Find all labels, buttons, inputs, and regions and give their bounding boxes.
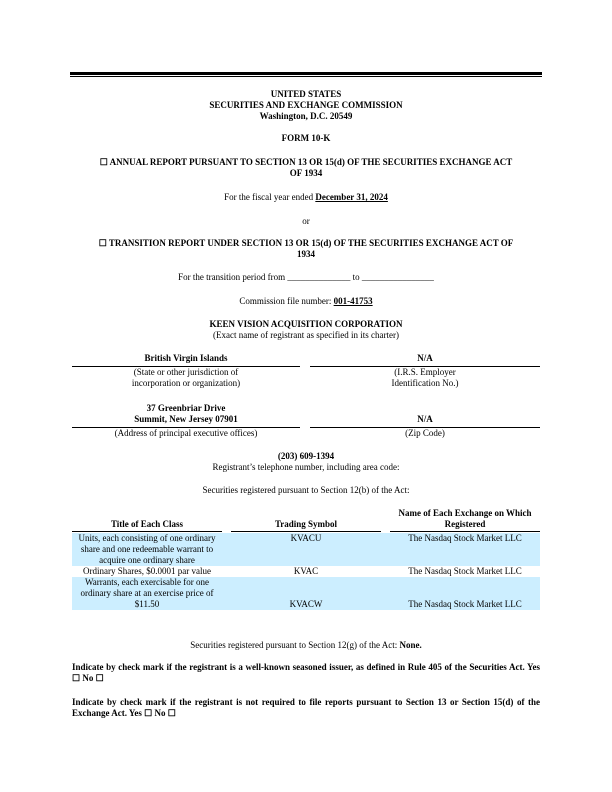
phone-number: (203) 609-1394: [277, 451, 335, 461]
transition-to-blank: ________________: [361, 272, 434, 282]
annual-report-label-cont: OF 1934: [289, 168, 323, 178]
section-12g-line: [72, 640, 540, 651]
address-line1: 37 Greenbriar Drive: [146, 403, 226, 413]
transition-report-checkbox[interactable]: ☐: [98, 238, 107, 248]
table-header-row: [72, 508, 540, 533]
section-12b-table: [72, 508, 540, 610]
jurisdiction-caption-cont: incorporation or organization): [131, 378, 241, 388]
wksi-question: Indicate by check mark if the registrant is a well-known seasoned issuer, as defined in Rule 405 of the Securities Act.: [72, 662, 527, 672]
annual-report-checkbox[interactable]: ☐: [99, 157, 108, 167]
fiscal-year-line: [72, 192, 540, 203]
not-required-question: Indicate by check mark if the registrant is not required to file reports pursuant to Section 13 or Section 15(d) of the Exchange Act.: [72, 697, 540, 718]
annual-report-label: ANNUAL REPORT PURSUANT TO SECTION 13 OR 15(d) OF THE SECURITIES EXCHANGE ACT: [107, 157, 513, 167]
zip-value: N/A: [417, 414, 433, 424]
cell-symbol: KVAC: [293, 566, 319, 576]
not-required-no-checkbox[interactable]: No ☐: [154, 708, 176, 718]
ein-value: N/A: [417, 353, 433, 363]
phone-block: [72, 451, 540, 473]
transition-report-label-cont: 1934: [297, 249, 315, 259]
not-required-check-paragraph: [72, 697, 540, 719]
table-row: [72, 566, 540, 577]
transition-report-option: [72, 238, 540, 260]
cell-title: Warrants, each exercisable for one ordinary share at an exercise price of $11.50: [72, 577, 222, 610]
top-double-rule: [70, 72, 542, 77]
agency-header: [72, 89, 540, 122]
registrant-name-caption: (Exact name of registrant as specified in its charter): [213, 330, 399, 340]
cell-title: Ordinary Shares, $0.0001 par value: [83, 566, 211, 576]
cell-symbol: KVACU: [231, 533, 381, 566]
column-header-exchange: Name of Each Exchange on Which Registered: [390, 508, 540, 533]
column-header-symbol: Trading Symbol: [231, 508, 381, 533]
transition-to-label: to: [350, 272, 362, 282]
jurisdiction-value: British Virgin Islands: [144, 353, 228, 363]
table-row: [72, 577, 540, 610]
cell-exchange: The Nasdaq Stock Market LLC: [390, 577, 540, 610]
annual-report-option: [72, 157, 540, 179]
column-header-title: Title of Each Class: [72, 508, 222, 533]
not-required-yes-checkbox[interactable]: Yes ☐: [128, 708, 155, 718]
fiscal-year-date: December 31, 2024: [315, 192, 388, 202]
address-line2: Summit, New Jersey 07901: [134, 414, 238, 424]
transition-from-blank: ______________: [287, 272, 351, 282]
wksi-check-paragraph: [72, 662, 540, 684]
cell-symbol: KVACW: [231, 577, 381, 610]
header-location: Washington, D.C. 20549: [259, 111, 353, 121]
ein-caption-cont: Identification No.): [391, 378, 459, 388]
cell-exchange: The Nasdaq Stock Market LLC: [408, 566, 522, 576]
address-caption: (Address of principal executive offices): [114, 428, 258, 438]
section-12b-title: Securities registered pursuant to Section 12(b) of the Act:: [202, 485, 410, 495]
commission-file-label: Commission file number:: [239, 296, 334, 306]
jurisdiction-caption: (State or other jurisdiction of: [133, 367, 239, 377]
wksi-no-checkbox[interactable]: No ☐: [82, 673, 104, 683]
registrant-name: KEEN VISION ACQUISITION CORPORATION: [209, 319, 403, 329]
or-separator: or: [302, 216, 310, 226]
transition-period-line: [72, 272, 540, 283]
header-agency: SECURITIES AND EXCHANGE COMMISSION: [209, 100, 403, 110]
zip-caption: (Zip Code): [405, 428, 445, 438]
cell-title: Units, each consisting of one ordinary share and one redeemable warrant to acquire one ordinary share: [72, 533, 222, 566]
transition-period-label: For the transition period from: [178, 272, 288, 282]
wksi-yes-checkbox[interactable]: Yes ☐: [72, 662, 540, 683]
table-row: [72, 533, 540, 566]
commission-file-line: [72, 296, 540, 307]
section-12g-label: Securities registered pursuant to Section 12(g) of the Act:: [190, 640, 400, 650]
section-12g-value: None.: [399, 640, 422, 650]
cell-exchange: The Nasdaq Stock Market LLC: [390, 533, 540, 566]
fiscal-year-label: For the fiscal year ended: [224, 192, 316, 202]
ein-caption: (I.R.S. Employer: [394, 367, 456, 377]
transition-report-label: TRANSITION REPORT UNDER SECTION 13 OR 15(d) OF THE SECURITIES EXCHANGE ACT OF: [106, 238, 514, 248]
form-title: FORM 10-K: [281, 133, 331, 143]
phone-caption: Registrant’s telephone number, including area code:: [212, 462, 400, 472]
registrant-name-block: [72, 319, 540, 341]
commission-file-number: 001-41753: [333, 296, 373, 306]
header-country: UNITED STATES: [270, 89, 342, 99]
